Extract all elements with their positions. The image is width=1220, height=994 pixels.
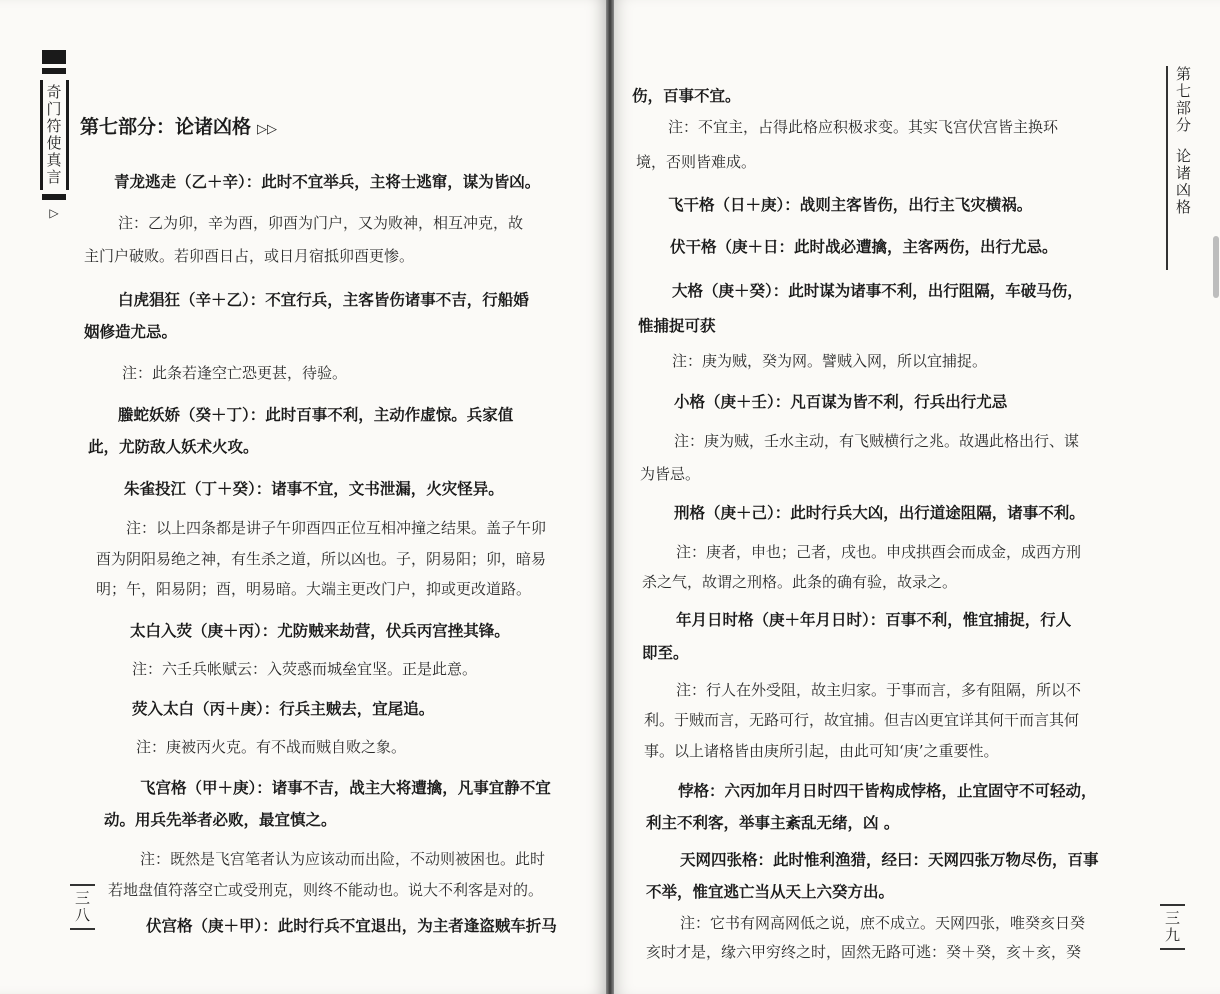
note-line: 注：以上四条都是讲子午卯酉四正位互相冲撞之结果。盖子午卯 [126,519,547,537]
note-line: 杀之气，故谓之刑格。此条的确有验，故录之。 [642,573,958,591]
heading-line: 白虎猖狂（辛＋乙）：不宜行兵，主客皆伤诸事不吉，行船婚 [118,291,529,309]
note-line: 注：不宜主，占得此格应积极求变。其实飞宫伏宫皆主换环 [668,118,1059,136]
heading-line: 伏干格（庚＋日：此时战必遭擒，主客两伤，出行尤忌。 [670,238,1058,256]
heading-line: 刑格（庚＋己）：此时行兵大凶，出行道途阻隔，诸事不利。 [674,504,1085,522]
header-bar [42,50,66,64]
heading-line: 飞干格（日＋庚）：战则主客皆伤，出行主飞灾横祸。 [668,196,1033,214]
double-triangle-icon: ▷▷ [257,122,278,137]
heading-line: 飞宫格（甲＋庚）：诸事不吉，战主大将遭擒，凡事宜静不宜 [140,779,551,797]
page-title [80,112,277,139]
book-spine [606,0,614,994]
heading-line: 天网四张格：此时惟利渔猎，经曰：天网四张万物尽伤，百事 [680,851,1099,869]
heading-line: 年月日时格（庚＋年月日时）：百事不利，惟宜捕捉，行人 [676,611,1072,629]
heading-line: 青龙逃走（乙＋辛）：此时不宜举兵，主将士逃窜，谋为皆凶。 [114,173,541,191]
heading-line: 利主不利客，举事主紊乱无绪，凶 。 [646,814,900,832]
note-line: 注：六壬兵帐赋云：入荧惑而城垒宜坚。正是此意。 [132,660,478,678]
note-line: 注：庚为贼，壬水主动，有飞贼横行之兆。故遇此格出行、谋 [674,432,1080,450]
note-line: 明；午，阳易阴；酉，明易暗。大端主更改门户，抑或更改道路。 [96,580,532,598]
heading-line: 悖格：六丙加年月日时四干皆构成悖格，止宜固守不可轻动， [678,782,1097,800]
chapter-name-vertical: 论诸凶格 [1174,148,1192,216]
triangle-icon: ▷ [49,206,59,220]
header-bar [42,194,66,200]
section-name-vertical: 第七部分 [1174,66,1192,134]
note-line: 为皆忌。 [640,465,701,483]
note-line: 注：既然是飞宫笔者认为应该动而出险，不动则被困也。此时 [140,850,546,868]
page-number-left: 三八 [70,884,95,930]
book-title-vertical: 奇门符使真言 [40,80,69,190]
heading-line: 伤，百事不宜。 [632,87,741,105]
note-line: 酉为阴阳易绝之神，有生杀之道，所以凶也。子，阴易阳；卯，暗易 [96,550,547,568]
left-side-header [42,50,66,220]
note-line: 注：庚者，申也；己者，戌也。申戌拱酉会而成金，成西方刑 [676,543,1082,561]
note-line: 注：乙为卯，辛为酉，卯酉为门户，又为败神，相互冲克，故 [118,214,524,232]
heading-line: 动。用兵先举者必败，最宜慎之。 [104,811,337,829]
heading-line: 太白入荧（庚＋丙）：尤防贼来劫营，伏兵丙宫挫其锋。 [130,622,510,640]
heading-line: 不举，惟宜逃亡当从天上六癸方出。 [646,883,895,901]
heading-line: 小格（庚＋壬）：凡百谋为皆不利，行兵出行尤忌 [674,393,1008,411]
note-line: 注：此条若逢空亡恐更甚，待验。 [122,364,348,382]
page-number-right: 三九 [1160,904,1185,950]
note-line: 境，否则皆难成。 [636,153,757,171]
title-text: 第七部分：论诸凶格 [80,116,252,138]
note-line: 若地盘值符落空亡或受刑克，则终不能动也。说大不利客是对的。 [108,881,544,899]
note-line: 亥时才是，缘六甲穷终之时，固然无路可逃：癸＋癸，亥＋亥，癸 [646,943,1082,961]
header-rule [1166,66,1168,270]
heading-line: 朱雀投江（丁＋癸）：诸事不宜，文书泄漏，火灾怪异。 [124,480,504,498]
heading-line: 伏宫格（庚＋甲）：此时行兵不宜退出，为主者逢盗贼车折马 [146,917,557,935]
scrollbar-thumb[interactable] [1213,236,1219,298]
heading-line: 惟捕捉可获 [638,317,716,335]
heading-line: 即至。 [642,644,689,662]
heading-line: 大格（庚＋癸）：此时谋为诸事不利，出行阻隔，车破马伤， [672,282,1083,300]
note-line: 主门户破败。若卯酉日占，或日月宿抵卯酉更惨。 [84,247,415,265]
right-side-header [1172,66,1194,216]
header-bar [42,68,66,74]
heading-line: 此，尤防敌人妖术火攻。 [88,438,259,456]
note-line: 利。于贼而言，无路可行，故宜捕。但吉凶更宜详其何干而言其何 [644,711,1080,729]
heading-line: 螣蛇妖娇（癸＋丁）：此时百事不利，主动作虚惊。兵家值 [118,406,514,424]
heading-line: 荧入太白（丙＋庚）：行兵主贼去，宜尾追。 [132,700,435,718]
note-line: 注：庚为贼，癸为网。譬贼入网，所以宜捕捉。 [672,352,988,370]
heading-line: 姻修造尤忌。 [84,323,178,341]
note-line: 注：庚被丙火克。有不战而贼自败之象。 [136,738,407,756]
note-line: 注：行人在外受阻，故主归家。于事而言，多有阻隔，所以不 [676,681,1082,699]
note-line: 注：它书有网高网低之说，庶不成立。天网四张，唯癸亥日癸 [680,914,1086,932]
note-line: 事。以上诸格皆由庚所引起，由此可知‘庚’之重要性。 [644,742,999,760]
right-page [612,0,1220,994]
